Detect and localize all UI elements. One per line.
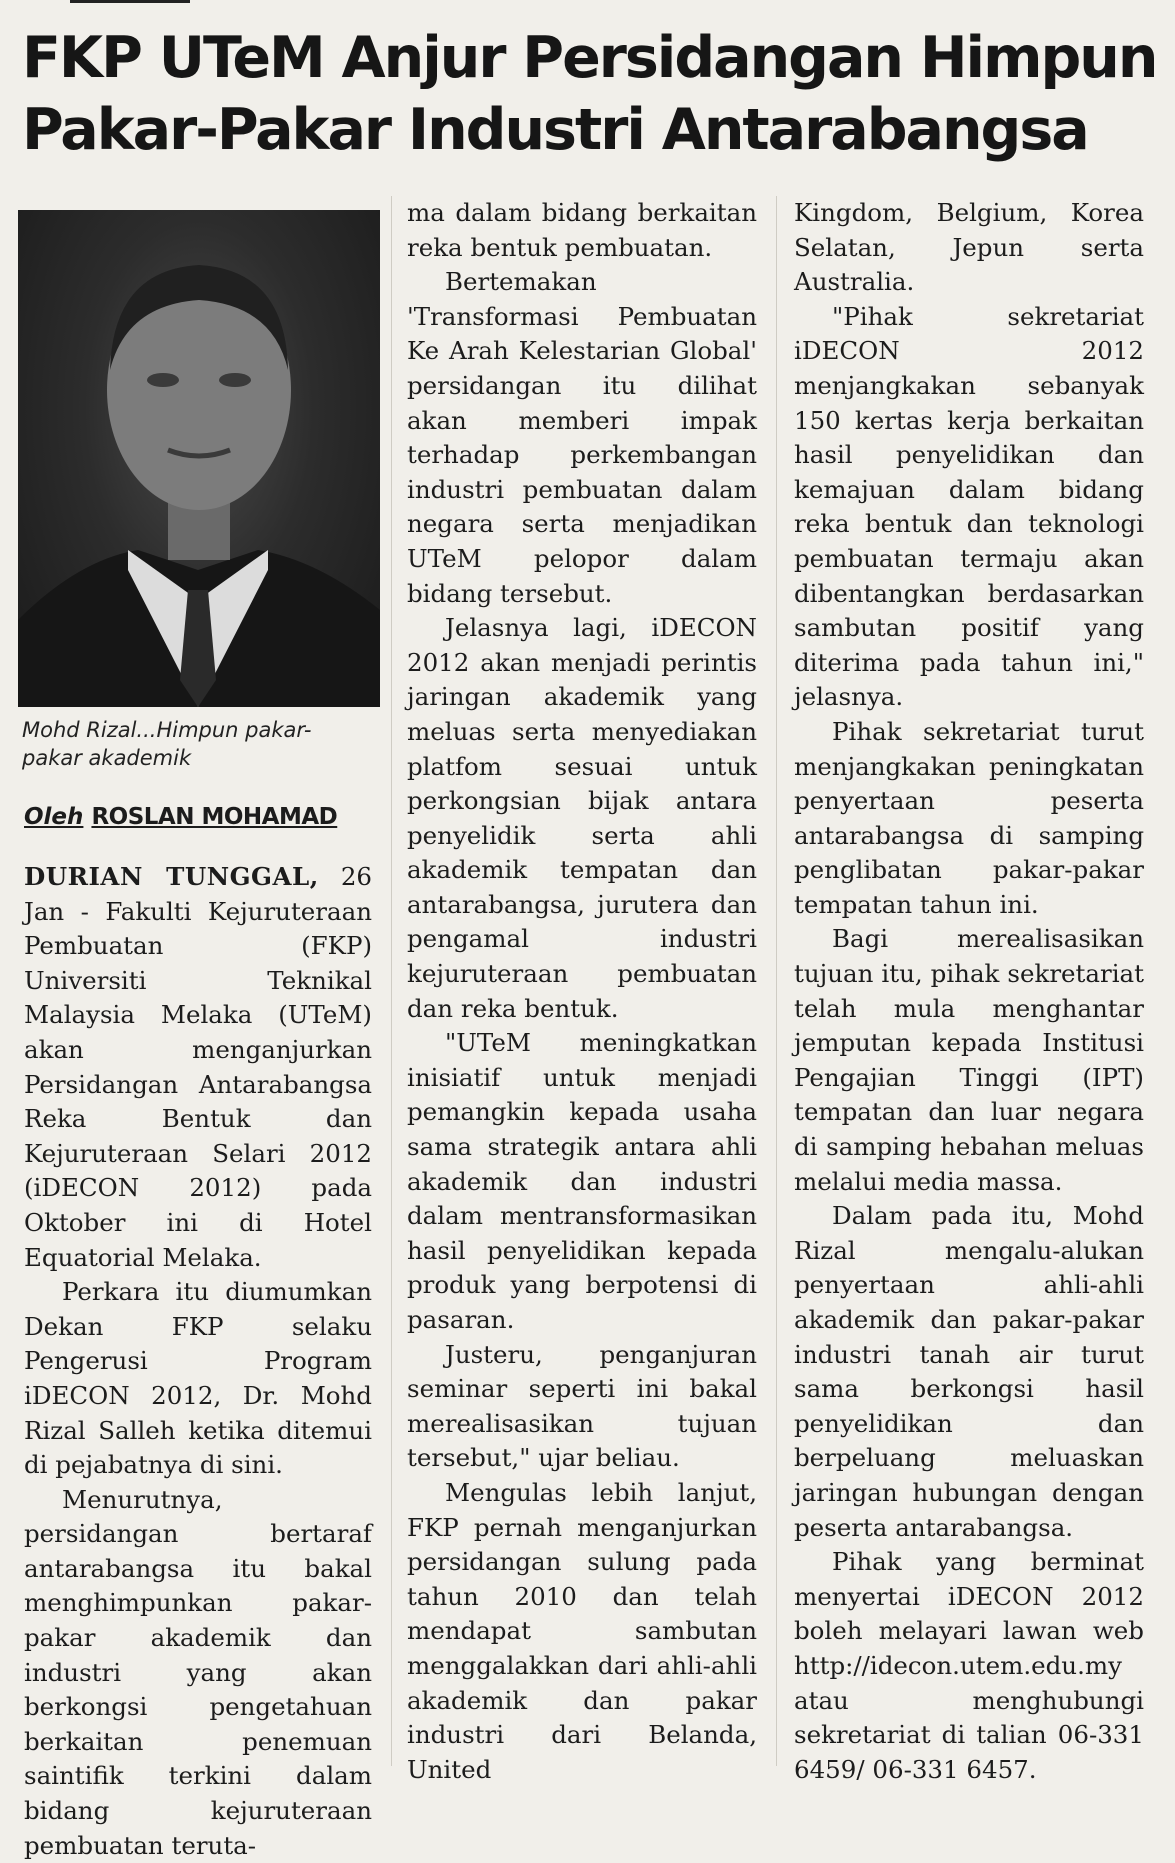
headline-line-1: FKP UTeM Anjur Persidangan Himpun: [22, 25, 1157, 91]
paragraph: ma dalam bidang berkaitan reka bentuk pembuatan.: [407, 198, 757, 262]
paragraph: Bagi merealisasikan tujuan itu, pihak sekretariat telah mula menghantar jemputan kepada Institusi Pengajian Tinggi (IPT) tempatan dan luar negara di samping hebahan meluas melalui media massa.: [794, 924, 1144, 1196]
paragraph: Mengulas lebih lanjut, FKP pernah menganjurkan persidangan sulung pada tahun 2010 dan telah mendapat sambutan menggalakkan dari ahli-ahli akademik dan pakar industri dari Belanda, United: [407, 1477, 757, 1784]
paragraph: Justeru, penganjuran seminar seperti ini bakal merealisasikan tujuan tersebut," ujar beliau.: [407, 1339, 757, 1473]
paragraph-text: 26 Jan - Fakulti Kejuruteraan Pembuatan (FKP) Universiti Teknikal Malaysia Melaka (UTeM) akan menganjurkan Persidangan Antarabangsa Reka Bentuk dan Kejuruteraan Selari 2012 (iDECON 2012) pada Oktober ini di Hotel Equatorial Melaka.: [24, 862, 372, 1272]
byline-name: ROSLAN MOHAMAD: [91, 804, 338, 830]
article-column-2: [407, 196, 757, 1787]
paragraph: [24, 860, 372, 1275]
top-rule: [70, 0, 190, 3]
paragraph: "UTeM meningkatkan inisiatif untuk menjadi pemangkin kepada usaha sama strategik antara ahli akademik dan industri dalam mentransformasikan hasil penyelidikan kepada produk yang berpotensi di pasaran.: [407, 1028, 757, 1334]
byline-prefix: Oleh: [24, 804, 84, 830]
article-column-1: [24, 860, 372, 1863]
paragraph: Jelasnya lagi, iDECON 2012 akan menjadi perintis jaringan akademik yang meluas serta menyediakan platfom sesuai untuk perkongsian bijak antara penyelidik serta ahli akademik tempatan dan antarabangsa, jurutera dan pengamal industri kejuruteraan pembuatan dan reka bentuk.: [407, 613, 757, 1023]
article-column-3: [794, 196, 1144, 1787]
paragraph: Menurutnya, persidangan bertaraf antarabangsa itu bakal menghimpunkan pakar-pakar akademik dan industri yang akan berkongsi pengetahuan berkaitan penemuan saintifik terkini dalam bidang kejuruteraan pembuatan teruta-: [24, 1484, 372, 1860]
paragraph: Dalam pada itu, Mohd Rizal mengalu-alukan penyertaan ahli-ahli akademik dan pakar-pakar industri tanah air turut sama berkongsi hasil penyelidikan dan berpeluang meluaskan jaringan hubungan dengan peserta antarabangsa.: [794, 1201, 1144, 1542]
column-divider: [391, 196, 392, 1766]
photo-caption: Mohd Rizal...Himpun pakar-pakar akademik: [22, 718, 312, 770]
paragraph: Perkara itu diumumkan Dekan FKP selaku Pengerusi Program iDECON 2012, Dr. Mohd Rizal Salleh ketika ditemui di pejabatnya di sini.: [24, 1277, 372, 1480]
paragraph: Bertemakan 'Transformasi Pembuatan Ke Arah Kelestarian Global' persidangan itu dilihat akan memberi impak terhadap perkembangan industri pembuatan dalam negara serta menjadikan UTeM pelopor dalam bidang tersebut.: [407, 267, 757, 608]
paragraph: Pihak yang berminat menyertai iDECON 2012 boleh melayari lawan web http://idecon.utem.edu.my atau menghubungi sekretariat di talian 06-331 6459/ 06-331 6457.: [794, 1547, 1144, 1784]
dateline: DURIAN TUNGGAL,: [24, 862, 319, 891]
headline-line-2: Pakar-Pakar Industri Antarabangsa: [22, 97, 1088, 163]
paragraph: Kingdom, Belgium, Korea Selatan, Jepun serta Australia.: [794, 198, 1144, 297]
headline: [22, 22, 1162, 166]
portrait-illustration: [18, 210, 380, 707]
paragraph: Pihak sekretariat turut menjangkakan peningkatan penyertaan peserta antarabangsa di samping penglibatan pakar-pakar tempatan tahun ini.: [794, 716, 1144, 919]
byline: [24, 804, 354, 830]
portrait-photo: [18, 210, 380, 707]
paragraph: "Pihak sekretariat iDECON 2012 menjangkakan sebanyak 150 kertas kerja berkaitan hasil penyelidikan dan kemajuan dalam bidang reka bentuk dan teknologi pembuatan termaju akan dibentangkan berdasarkan sambutan positif yang diterima pada tahun ini," jelasnya.: [794, 301, 1144, 712]
column-divider: [776, 196, 777, 1766]
